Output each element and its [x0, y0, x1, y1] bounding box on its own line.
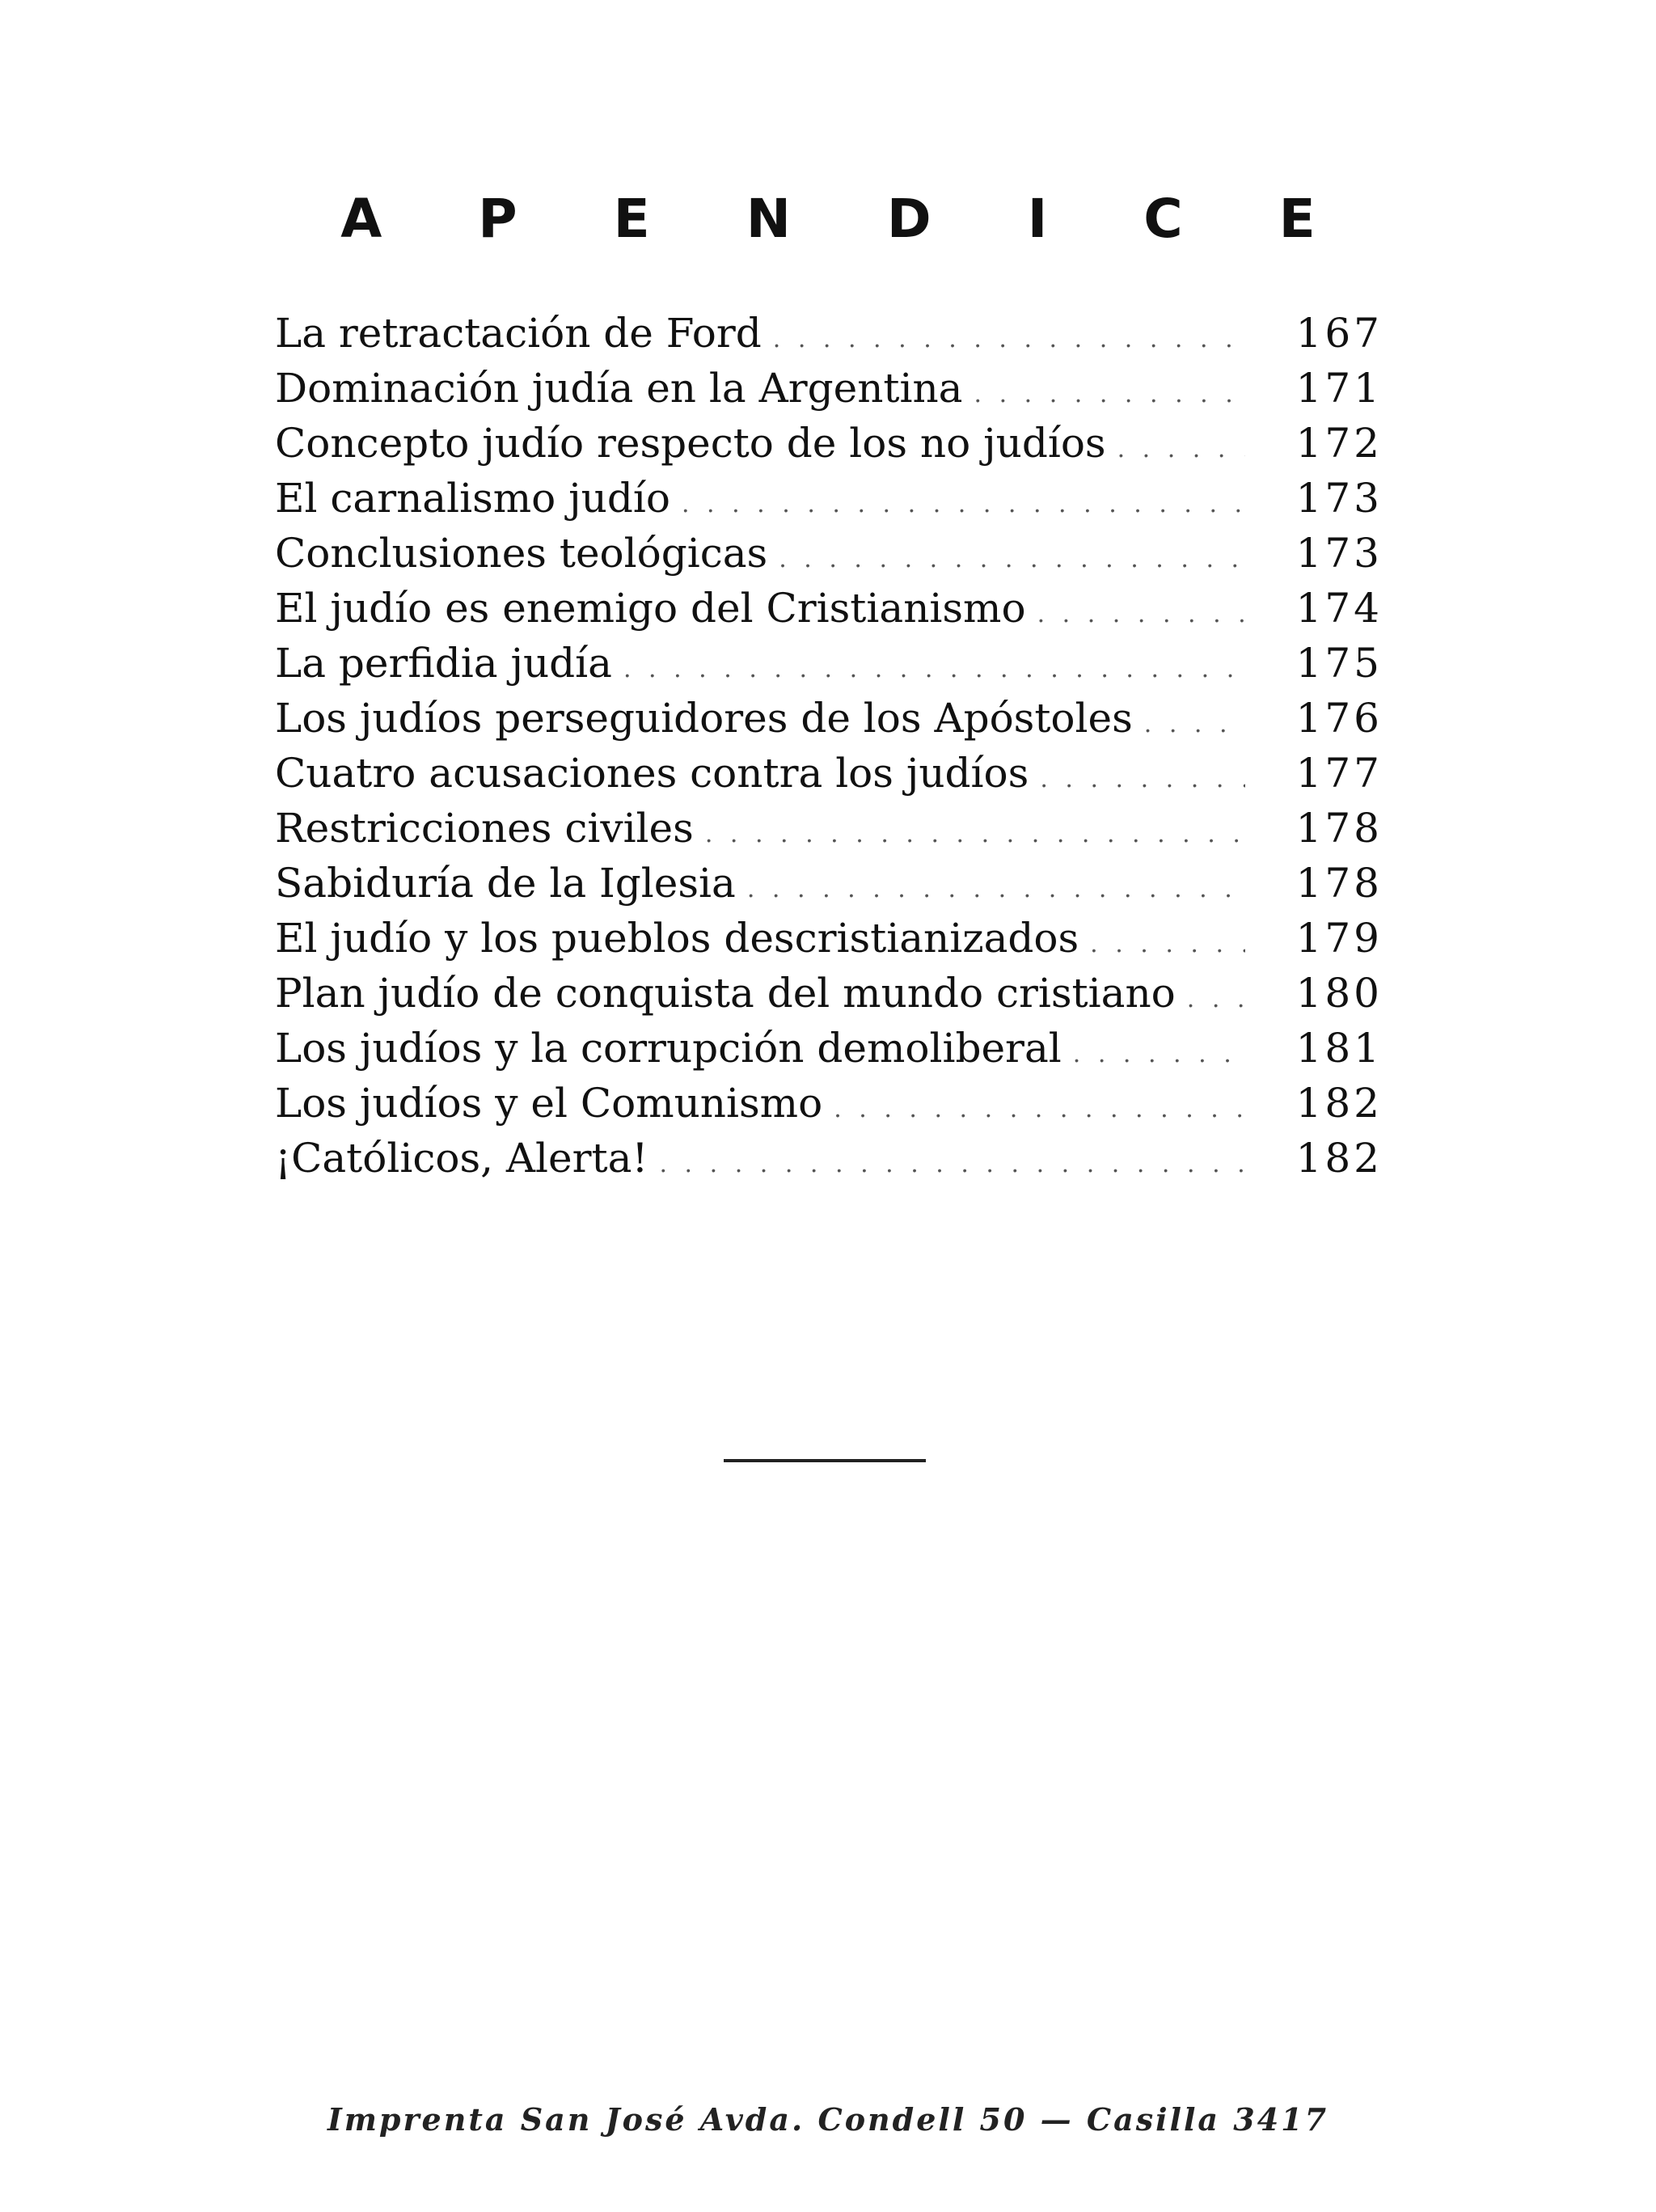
toc-entry-label: Concepto judío respecto de los no judíos — [275, 420, 1106, 467]
toc-dot-leader — [767, 532, 1245, 587]
toc-dot-leader — [694, 807, 1245, 862]
toc-entry-label: Sabiduría de la Iglesia — [275, 860, 736, 907]
toc-entry-label: Cuatro acusaciones contra los judíos — [275, 750, 1029, 797]
toc-entry-label: Plan judío de conquista del mundo cristiano — [275, 970, 1176, 1017]
toc-entry — [275, 581, 1383, 636]
toc-entry-page: 182 — [1295, 1080, 1383, 1127]
toc-dot-leader — [762, 312, 1245, 367]
toc-entry — [275, 471, 1383, 526]
toc-entry-page: 177 — [1295, 750, 1383, 797]
page-title: A P E N D I C E — [340, 188, 1354, 250]
toc-dot-leader — [1079, 917, 1245, 972]
toc-entry — [275, 1131, 1383, 1186]
table-of-contents — [275, 306, 1383, 1186]
toc-dot-leader — [612, 642, 1245, 697]
toc-entry — [275, 361, 1383, 416]
toc-entry-label: Dominación judía en la Argentina — [275, 365, 963, 412]
toc-entry-label: Restricciones civiles — [275, 805, 694, 852]
toc-entry-label: Los judíos y el Comunismo — [275, 1080, 823, 1127]
toc-entry-label: El judío es enemigo del Cristianismo — [275, 585, 1026, 632]
toc-dot-leader — [1133, 697, 1245, 752]
toc-dot-leader — [1029, 752, 1245, 807]
toc-entry — [275, 636, 1383, 691]
toc-dot-leader — [822, 1082, 1245, 1137]
toc-entry-label: Los judíos y la corrupción demoliberal — [275, 1025, 1062, 1072]
toc-entry-label: ¡Católicos, Alerta! — [275, 1135, 648, 1182]
toc-entry — [275, 856, 1383, 911]
toc-entry-page: 180 — [1295, 970, 1383, 1017]
toc-dot-leader — [1176, 972, 1245, 1027]
toc-entry-page: 173 — [1295, 530, 1383, 577]
toc-entry-page: 167 — [1295, 310, 1383, 357]
toc-entry — [275, 801, 1383, 856]
toc-entry-page: 172 — [1295, 420, 1383, 467]
toc-entry-page: 182 — [1295, 1135, 1383, 1182]
toc-entry — [275, 416, 1383, 471]
toc-dot-leader — [1026, 587, 1245, 642]
toc-entry-label: La perfidia judía — [275, 640, 612, 687]
toc-entry — [275, 911, 1383, 966]
toc-entry — [275, 691, 1383, 746]
toc-entry — [275, 746, 1383, 801]
toc-entry-label: El carnalismo judío — [275, 475, 670, 522]
toc-entry — [275, 966, 1383, 1021]
toc-entry-page: 173 — [1295, 475, 1383, 522]
section-divider — [724, 1459, 926, 1462]
printer-imprint: Imprenta San José Avda. Condell 50 — Casilla 3417 — [327, 2101, 1329, 2138]
toc-dot-leader — [670, 477, 1245, 532]
toc-dot-leader — [963, 367, 1246, 422]
toc-entry-page: 179 — [1295, 915, 1383, 962]
toc-entry-page: 178 — [1295, 860, 1383, 907]
toc-entry — [275, 1021, 1383, 1076]
toc-entry-label: Los judíos perseguidores de los Apóstoles — [275, 695, 1133, 742]
toc-dot-leader — [1062, 1027, 1245, 1082]
toc-entry — [275, 306, 1383, 361]
toc-entry-page: 174 — [1295, 585, 1383, 632]
toc-entry-page: 175 — [1295, 640, 1383, 687]
toc-dot-leader — [736, 862, 1245, 917]
toc-entry — [275, 526, 1383, 581]
toc-dot-leader — [1106, 422, 1245, 477]
toc-entry-label: La retractación de Ford — [275, 310, 762, 357]
toc-entry-page: 171 — [1295, 365, 1383, 412]
toc-entry — [275, 1076, 1383, 1131]
toc-entry-page: 176 — [1295, 695, 1383, 742]
toc-dot-leader — [648, 1137, 1245, 1192]
toc-entry-page: 181 — [1295, 1025, 1383, 1072]
toc-entry-label: Conclusiones teológicas — [275, 530, 768, 577]
toc-entry-label: El judío y los pueblos descristianizados — [275, 915, 1079, 962]
toc-entry-page: 178 — [1295, 805, 1383, 852]
